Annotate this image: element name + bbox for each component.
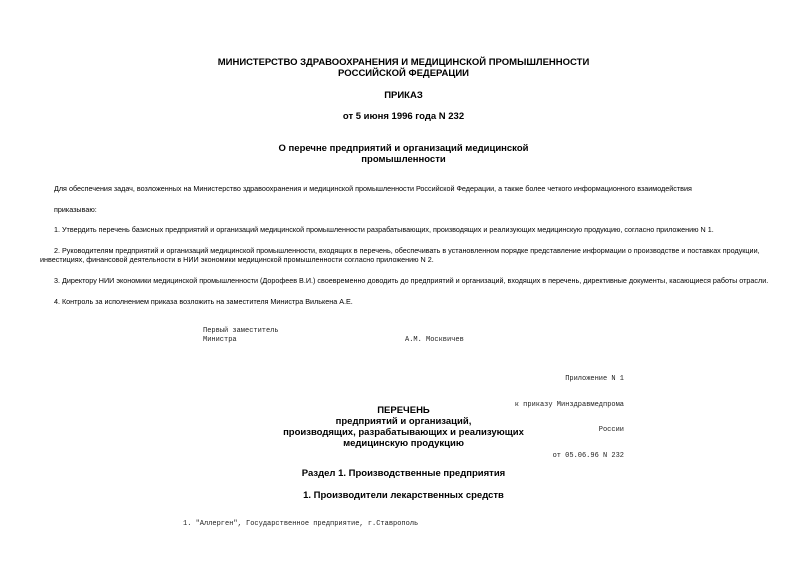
appendix-line-2: к приказу Минздравмедпрома (514, 400, 624, 409)
subject-line-2: промышленности (361, 154, 446, 165)
subject-line-1: О перечне предприятий и организаций медицинской (278, 143, 529, 154)
appendix-line-3: России (598, 426, 624, 434)
appendix-line-1: Приложение N 1 (565, 375, 624, 383)
subsection-heading: 1. Производители лекарственных средств (303, 490, 504, 501)
list-title-line-4: медицинскую продукцию (343, 438, 464, 449)
list-title-main: ПЕРЕЧЕНЬ (377, 405, 430, 416)
ministry-title (0, 57, 807, 79)
doc-date: от 5 июня 1996 года N 232 (342, 111, 465, 122)
list-item: 1. "Аллерген", Государственное предприятие, г.Ставрополь (183, 520, 419, 528)
ministry-line-1: МИНИСТЕРСТВО ЗДРАВООХРАНЕНИЯ И МЕДИЦИНСКОЙ ПРОМЫШЛЕННОСТИ (217, 57, 590, 68)
order-word: приказываю: (54, 205, 97, 214)
order-item-2: 2. Руководителям предприятий и организаций медицинской промышленности, входящих в перечень, обеспечивать в установленном порядке представление информации о производстве и поставках продукции, инвестициях, финансовой деятельности в НИИ экономики медицинской промышленности согласно приложению N 2. (40, 246, 760, 264)
list-title-line-3: производящих, разрабатывающих и реализующих (283, 427, 524, 438)
appendix-line-4: от 05.06.96 N 232 (552, 451, 624, 460)
list-title-line-2: предприятий и организаций, (335, 416, 472, 427)
doc-type: ПРИКАЗ (384, 90, 423, 101)
list-title (0, 405, 807, 449)
order-item-4: 4. Контроль за исполнением приказа возложить на заместителя Министра Вилькена А.Е. (54, 297, 353, 306)
signature-name: А.М. Москвичев (405, 336, 464, 344)
section-heading: Раздел 1. Производственные предприятия (301, 468, 506, 479)
signature-title-line-1: Первый заместитель (203, 327, 279, 335)
signature-title-line-2: Министра (203, 336, 237, 344)
order-item-1: 1. Утвердить перечень базисных предприятий и организаций медицинской промышленности разрабатывающих, производящих и реализующих медицинскую продукцию, согласно приложению N 1. (54, 225, 714, 234)
intro-paragraph: Для обеспечения задач, возложенных на Министерство здравоохранения и медицинской промышленности Российской Федерации, а также более четкого информационного взаимодействия (54, 184, 692, 193)
ministry-line-2: РОССИЙСКОЙ ФЕДЕРАЦИИ (337, 68, 469, 79)
order-item-3: 3. Директору НИИ экономики медицинской промышленности (Дорофеев В.И.) своевременно доводить до предприятий и организаций, входящих в перечень, директивные документы, касающиеся работы отрасли. (54, 276, 769, 285)
doc-subject (0, 143, 807, 165)
